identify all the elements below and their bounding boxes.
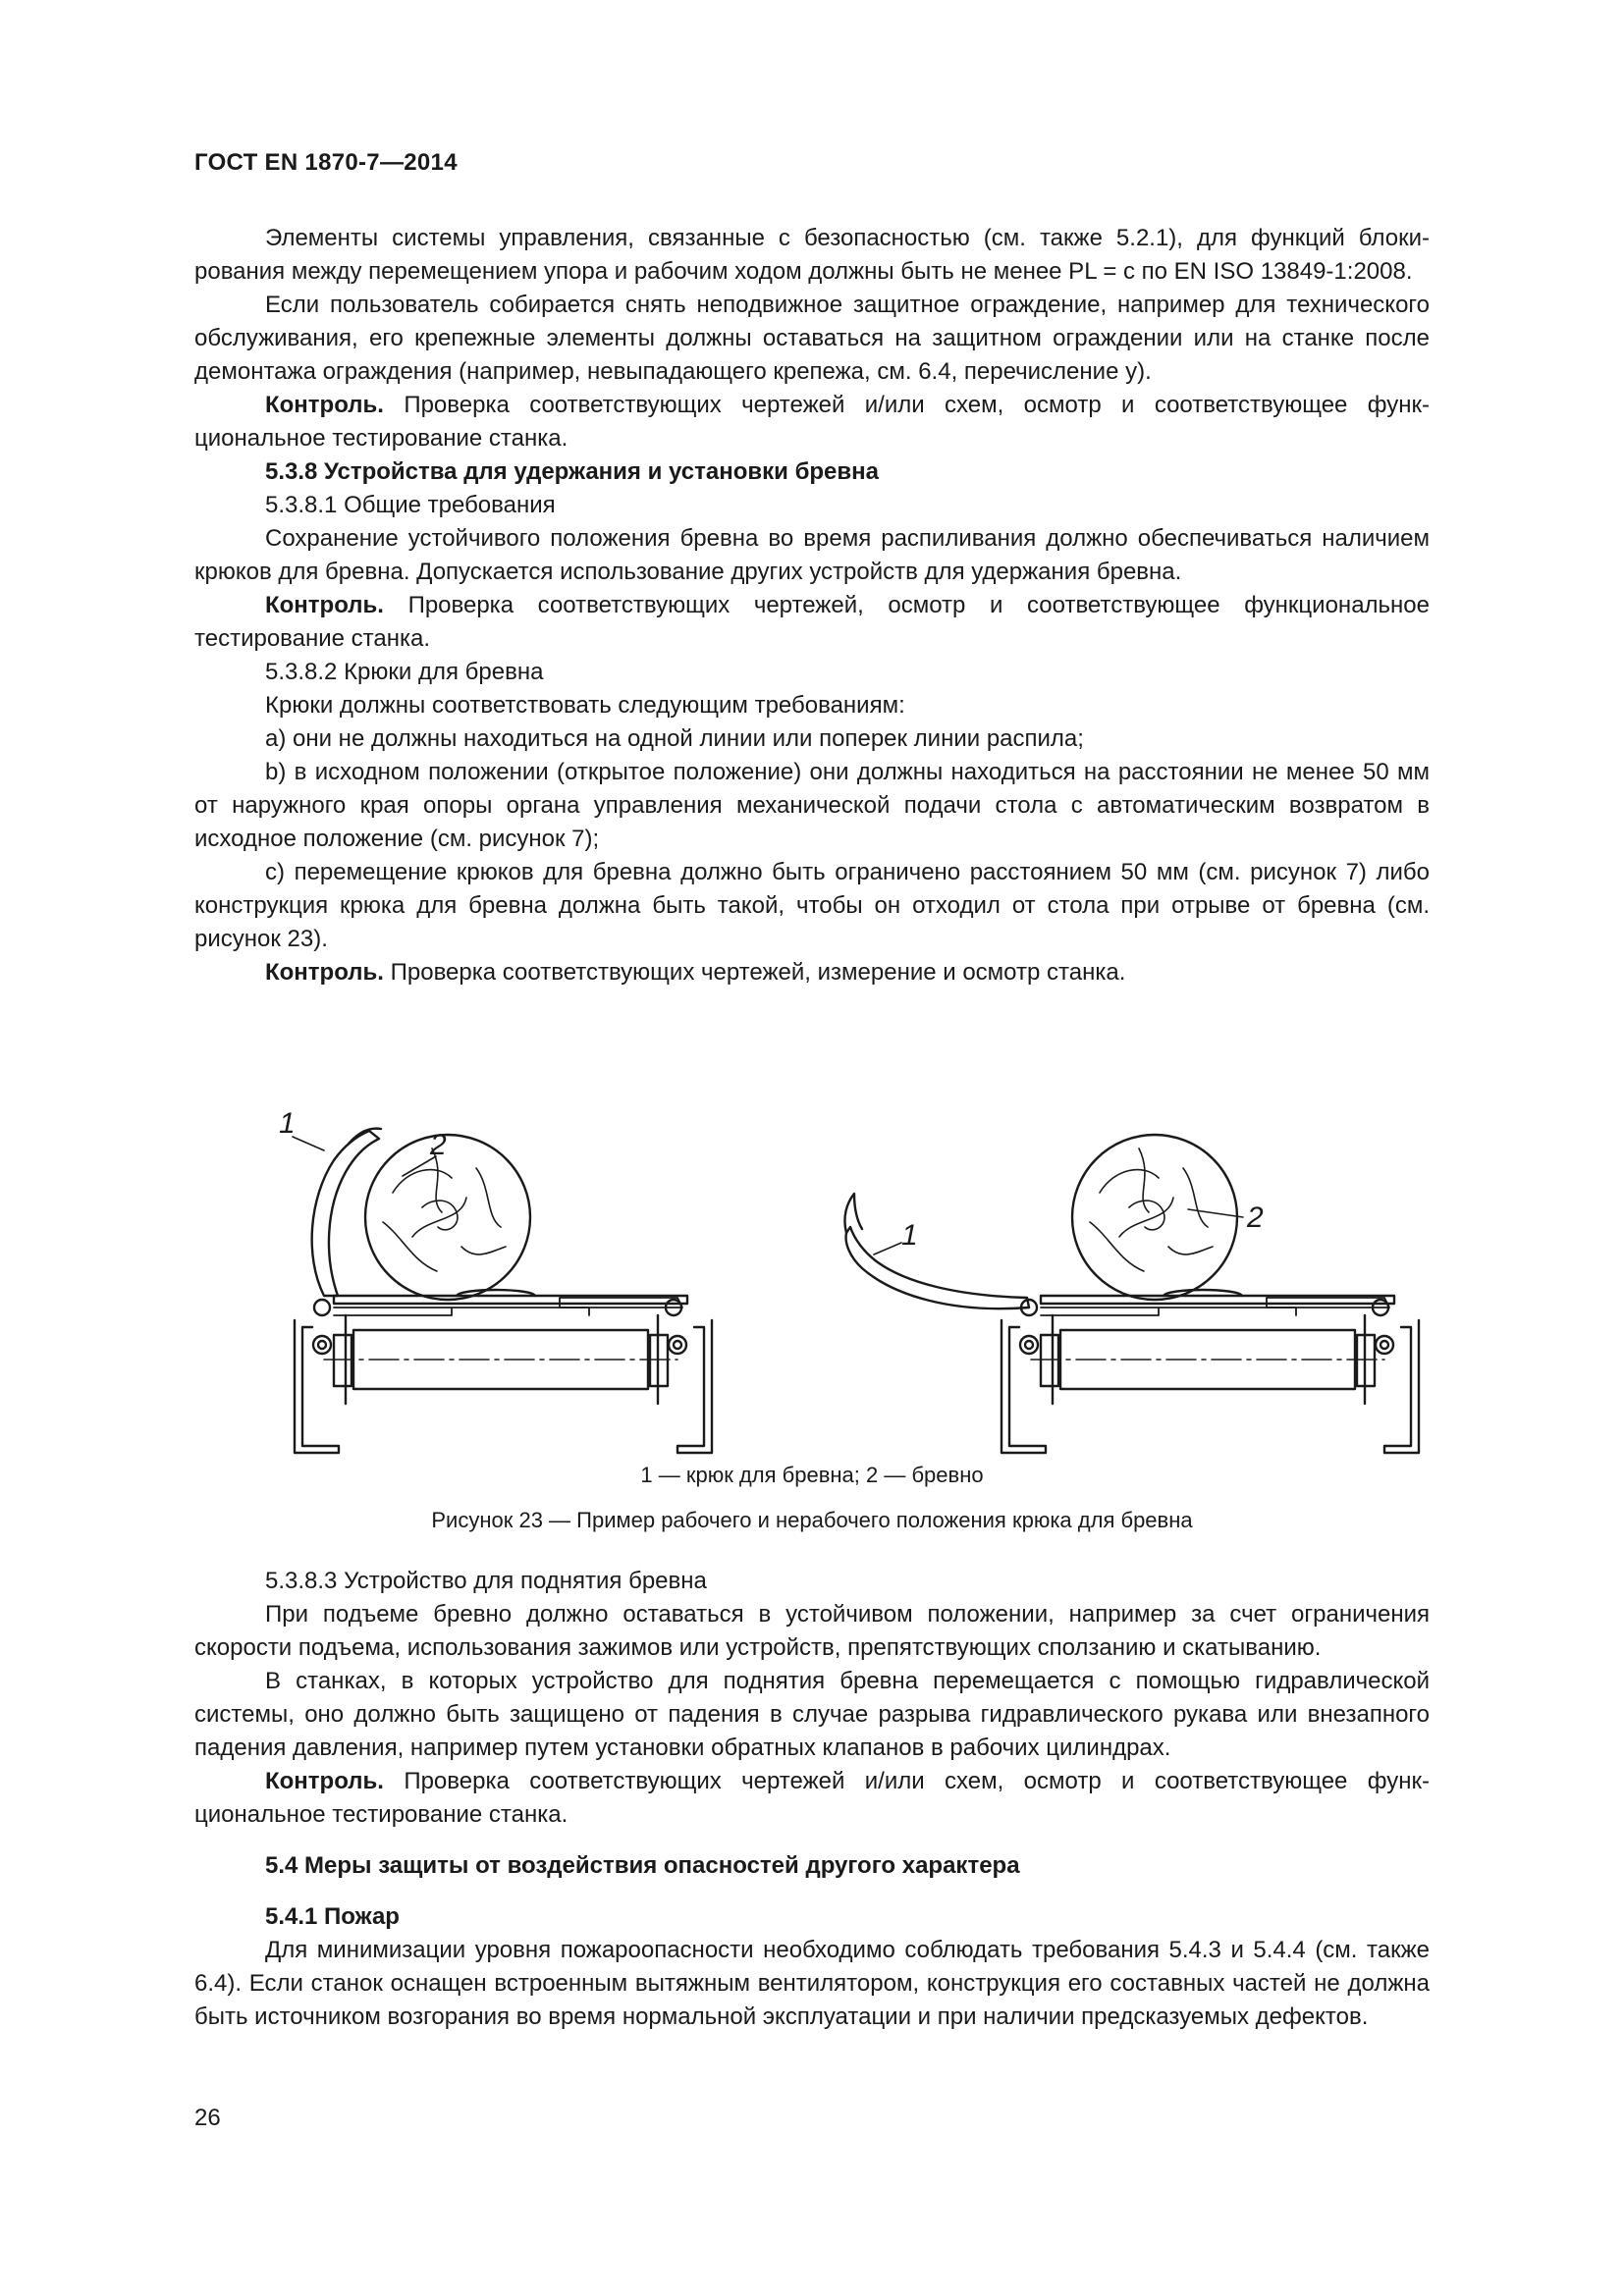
section-heading-5-3-8: 5.3.8 Устройства для удержания и установки бревна: [265, 458, 879, 485]
control-label: Контроль.: [265, 959, 384, 986]
control-label: Контроль.: [265, 392, 384, 418]
label-log-left: 2: [430, 1129, 447, 1161]
paragraph: Элементы системы управления, связанные с безопасностью (см. также 5.2.1), для функций блокирования между перемещением упора и рабочим ходом должны быть не менее PL = c по EN ISO 13849-1:2008.: [194, 225, 1430, 285]
control-label: Контроль.: [265, 592, 384, 618]
control-text: Проверка соответствующих чертежей, измерение и осмотр станка.: [383, 959, 1126, 986]
list-item-a: a) они не должны находиться на одной линии или поперек линии распила;: [265, 725, 1084, 752]
left-assembly: [295, 1129, 712, 1453]
paragraph: При подъеме бревно должно оставаться в устойчивом положении, например за счет ограничения скорости подъема, использования зажимов или устройств, препятствующих сползанию и скатыванию.: [194, 1601, 1430, 1661]
paragraph: Для минимизации уровня пожароопасности необходимо соблюдать требования 5.4.3 и 5.4.4 (см. также 6.4). Если станок оснащен встроенным вытяжным вентилятором, конструкция его составных частей не должна быть источником возгорания во время нормальной эксплуатации и при наличии предсказуемых дефектов.: [194, 1937, 1430, 2030]
page-number: 26: [194, 2105, 221, 2131]
subsection-title: 5.3.8.1 Общие требования: [265, 492, 556, 518]
figure-caption: Рисунок 23 — Пример рабочего и нерабочего положения крюка для бревна: [431, 1508, 1193, 1532]
paragraph: Крюки должны соответствовать следующим требованиям:: [265, 692, 905, 719]
right-assembly: [1001, 1135, 1419, 1453]
control-text: Проверка соответствующих чертежей, осмотр и соответствующее функциональное тестирование станка.: [194, 592, 1430, 652]
figure-legend: 1 — крюк для бревна; 2 — бревно: [640, 1463, 984, 1487]
text-block-2: [194, 1565, 1430, 2034]
control-text: Проверка соответствующих чертежей и/или схем, осмотр и соответствующее функциональное тестирование станка.: [194, 392, 1430, 452]
control-text: Проверка соответствующих чертежей и/или схем, осмотр и соответствующее функциональное тестирование станка.: [194, 1768, 1430, 1828]
label-hook-right: 1: [901, 1219, 918, 1252]
control-paragraph: [194, 1765, 1430, 1832]
hook-left: [312, 1131, 379, 1296]
control-label: Контроль.: [265, 1768, 384, 1794]
control-paragraph: [194, 956, 1430, 989]
label-hook-left: 1: [279, 1107, 296, 1140]
subsection-title: 5.3.8.2 Крюки для бревна: [265, 659, 544, 685]
control-paragraph: [194, 589, 1430, 656]
paragraph: В станках, в которых устройство для поднятия бревна перемещается с помощью гидравлической системы, оно должно быть защищено от падения в случае разрыва гидравлического рукава или внезапного падения давления, например путем установки обратных клапанов в рабочих цилиндрах.: [194, 1668, 1430, 1761]
figure-23-drawing: [265, 1050, 1424, 1463]
text-block-1: [194, 222, 1430, 989]
control-paragraph: [194, 389, 1430, 455]
label-log-right: 2: [1247, 1201, 1264, 1234]
hook-right: [846, 1227, 1029, 1308]
paragraph: Если пользователь собирается снять неподвижное защитное ограждение, например для технического обслуживания, его крепежные элементы должны оставаться на защитном ограждении или на станке после демонтажа ограждения (например, невыпадающего крепежа, см. 6.4, перечисление y).: [194, 292, 1430, 385]
paragraph: Сохранение устойчивого положения бревна во время распиливания должно обеспечиваться наличием крюков для бревна. Допускается использование других устройств для удержания бревна.: [194, 525, 1430, 585]
document-header: ГОСТ EN 1870-7—2014: [194, 149, 458, 176]
section-heading-5-4-1: 5.4.1 Пожар: [265, 1903, 400, 1930]
list-item-b: b) в исходном положении (открытое положение) они должны находиться на расстоянии не менее 50 мм от наружного края опоры органа управления механической подачи стола с автоматическим возвратом в исходное положение (см. рисунок 7);: [194, 759, 1430, 852]
list-item-c: c) перемещение крюков для бревна должно быть ограничено расстоянием 50 мм (см. рисунок 7) либо конструкция крюка для бревна должна быть такой, чтобы он отходил от стола при отрыве от бревна (см. рисунок 23).: [194, 859, 1430, 952]
subsection-title: 5.3.8.3 Устройство для поднятия бревна: [265, 1568, 707, 1594]
section-heading-5-4: 5.4 Меры защиты от воздействия опасностей другого характера: [265, 1852, 1020, 1879]
